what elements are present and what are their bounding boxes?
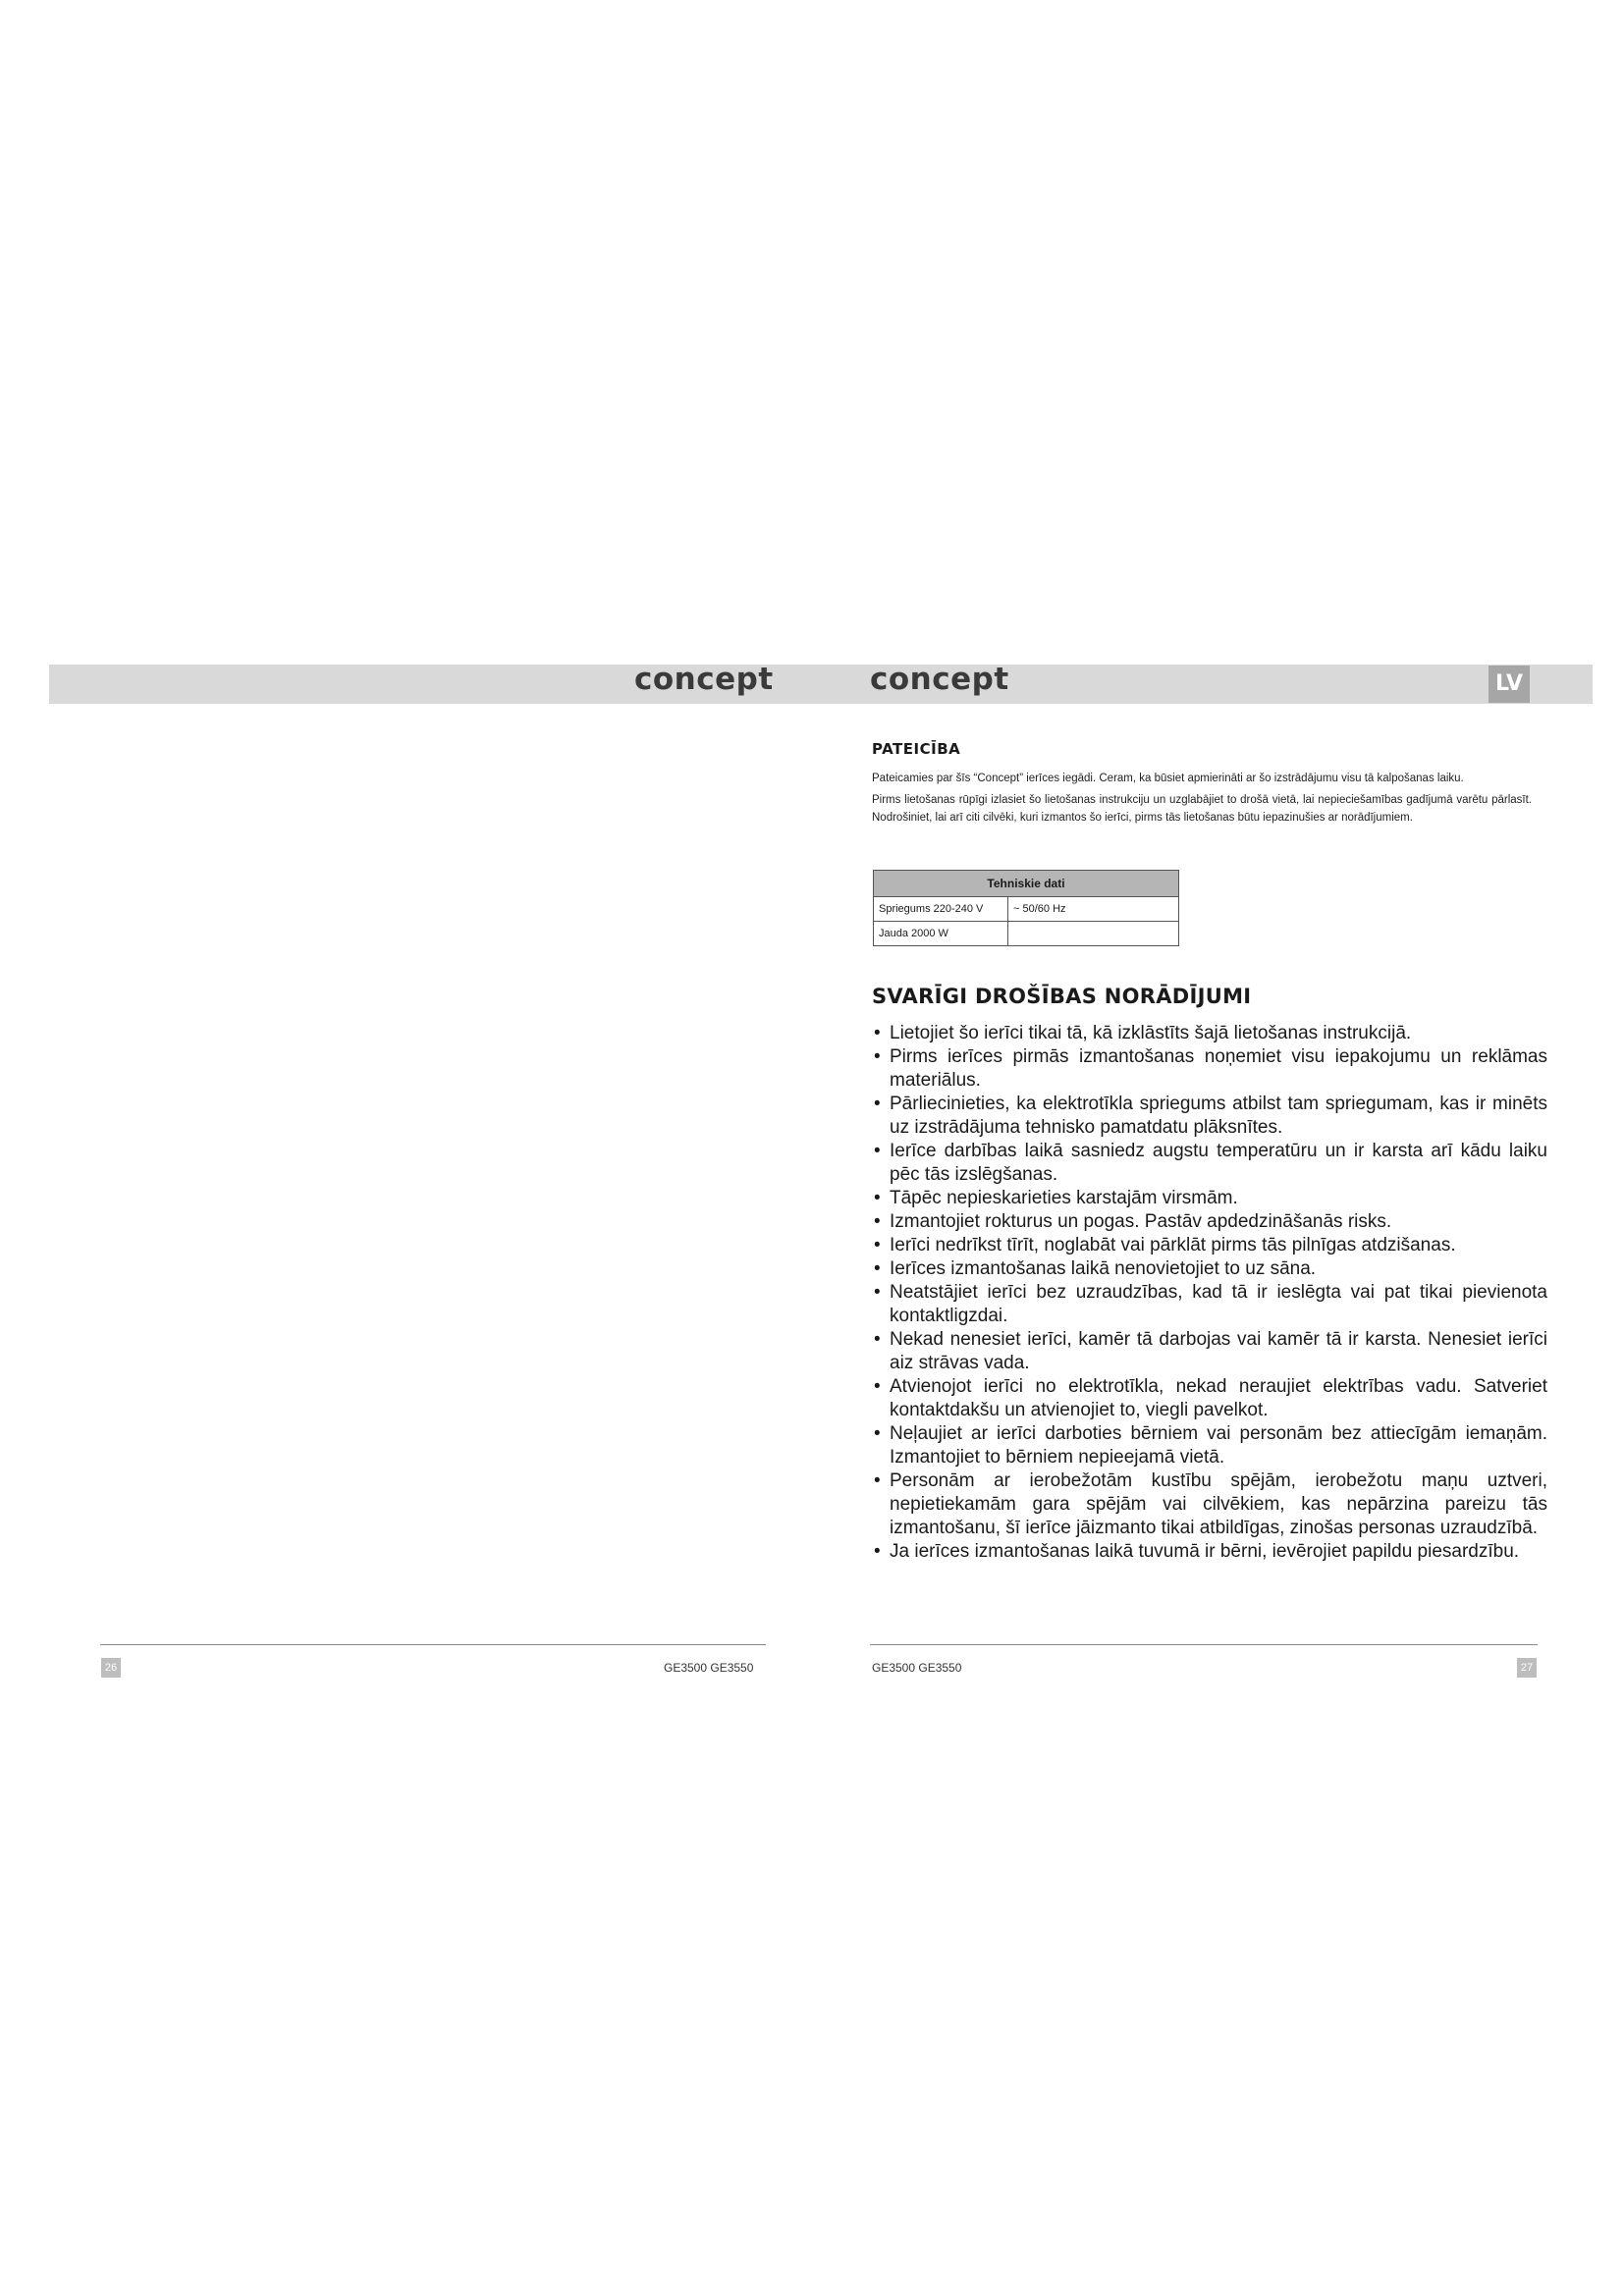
spec-cell: Spriegums 220-240 V: [874, 897, 1008, 922]
safety-item: • Pirms ierīces pirmās izmantošanas noņemiet visu iepakojumu un reklāmas materiālus.: [872, 1045, 1547, 1093]
safety-item: • Tāpēc nepieskarieties karstajām virsmām.: [872, 1187, 1547, 1210]
safety-item: • Neatstājiet ierīci bez uzraudzības, kad tā ir ieslēgta vai pat tikai pievienota kontaktligzdai.: [872, 1281, 1547, 1328]
model-number-left: GE3500 GE3550: [664, 1661, 754, 1675]
language-badge: LV: [1489, 666, 1530, 703]
spec-table: [873, 870, 1179, 946]
safety-item: • Ierīce darbības laikā sasniedz augstu temperatūru un ir karsta arī kādu laiku pēc tās izslēgšanas.: [872, 1140, 1547, 1187]
header-band: [49, 665, 1593, 704]
spec-table-header: Tehniskie dati: [874, 871, 1179, 897]
safety-item: • Ierīces izmantošanas laikā nenovietojiet to uz sāna.: [872, 1257, 1547, 1281]
safety-item: • Nekad nenesiet ierīci, kamēr tā darbojas vai kamēr tā ir karsta. Nenesiet ierīci aiz strāvas vada.: [872, 1328, 1547, 1375]
footer-rule-right: [870, 1644, 1538, 1645]
footer-rule-left: [100, 1644, 766, 1645]
brand-logo-left: concept: [634, 662, 774, 697]
safety-item: • Personām ar ierobežotām kustību spējām, ierobežotu maņu uztveri, nepietiekamām gara spējām vai cilvēkiem, kas nepārzina pareizu tās izmantošanu, šī ierīce jāizmanto tikai atbildīgas, zinošas personas uzraudzībā.: [872, 1469, 1547, 1540]
safety-item: • Pārliecinieties, ka elektrotīkla spriegums atbilst tam spriegumam, kas ir minēts uz izstrādājuma tehnisko pamatdatu plāksnītes.: [872, 1093, 1547, 1140]
spec-row-voltage: [874, 897, 1179, 922]
spec-cell: [1008, 922, 1179, 946]
thanks-paragraph-1: Pateicamies par šīs “Concept” ierīces iegādi. Ceram, ka būsiet apmierināti ar šo izstrādājumu visu tā kalpošanas laiku.: [872, 773, 1464, 784]
model-number-right: GE3500 GE3550: [872, 1661, 962, 1675]
safety-item: • Ja ierīces izmantošanas laikā tuvumā ir bērni, ievērojiet papildu piesardzību.: [872, 1540, 1547, 1564]
safety-item: • Lietojiet šo ierīci tikai tā, kā izklāstīts šajā lietošanas instrukcijā.: [872, 1022, 1547, 1045]
brand-logo-right: concept: [870, 662, 1009, 697]
safety-item: • Izmantojiet rokturus un pogas. Pastāv apdedzināšanās risks.: [872, 1210, 1547, 1234]
spec-cell: ~ 50/60 Hz: [1008, 897, 1179, 922]
safety-title: SVARĪGI DROŠĪBAS NORĀDĪJUMI: [872, 985, 1252, 1008]
spec-cell: Jauda 2000 W: [874, 922, 1008, 946]
thanks-paragraph-2: Pirms lietošanas rūpīgi izlasiet šo lietošanas instrukciju un uzglabājiet to drošā vietā, lai nepieciešamības gadījumā varētu pārlasīt. Nodrošiniet, lai arī citi cilvēki, kuri izmantos šo ierīci, pirms tās lietošanas būtu iepazinušies ar norādījumiem.: [872, 794, 1532, 824]
safety-item: • Atvienojot ierīci no elektrotīkla, nekad neraujiet elektrības vadu. Satveriet kontaktdakšu un atvienojiet to, viegli pavelkot.: [872, 1375, 1547, 1422]
spec-row-power: [874, 922, 1179, 946]
safety-item: • Neļaujiet ar ierīci darboties bērniem vai personām bez attiecīgām iemaņām. Izmantojiet to bērniem nepieejamā vietā.: [872, 1422, 1547, 1469]
page-number-left: 26: [101, 1658, 121, 1678]
page-number-right: 27: [1517, 1658, 1537, 1678]
safety-list: [872, 1022, 1547, 1564]
thanks-title: PATEICĪBA: [872, 740, 961, 758]
safety-item: • Ierīci nedrīkst tīrīt, noglabāt vai pārklāt pirms tās pilnīgas atdzišanas.: [872, 1234, 1547, 1257]
